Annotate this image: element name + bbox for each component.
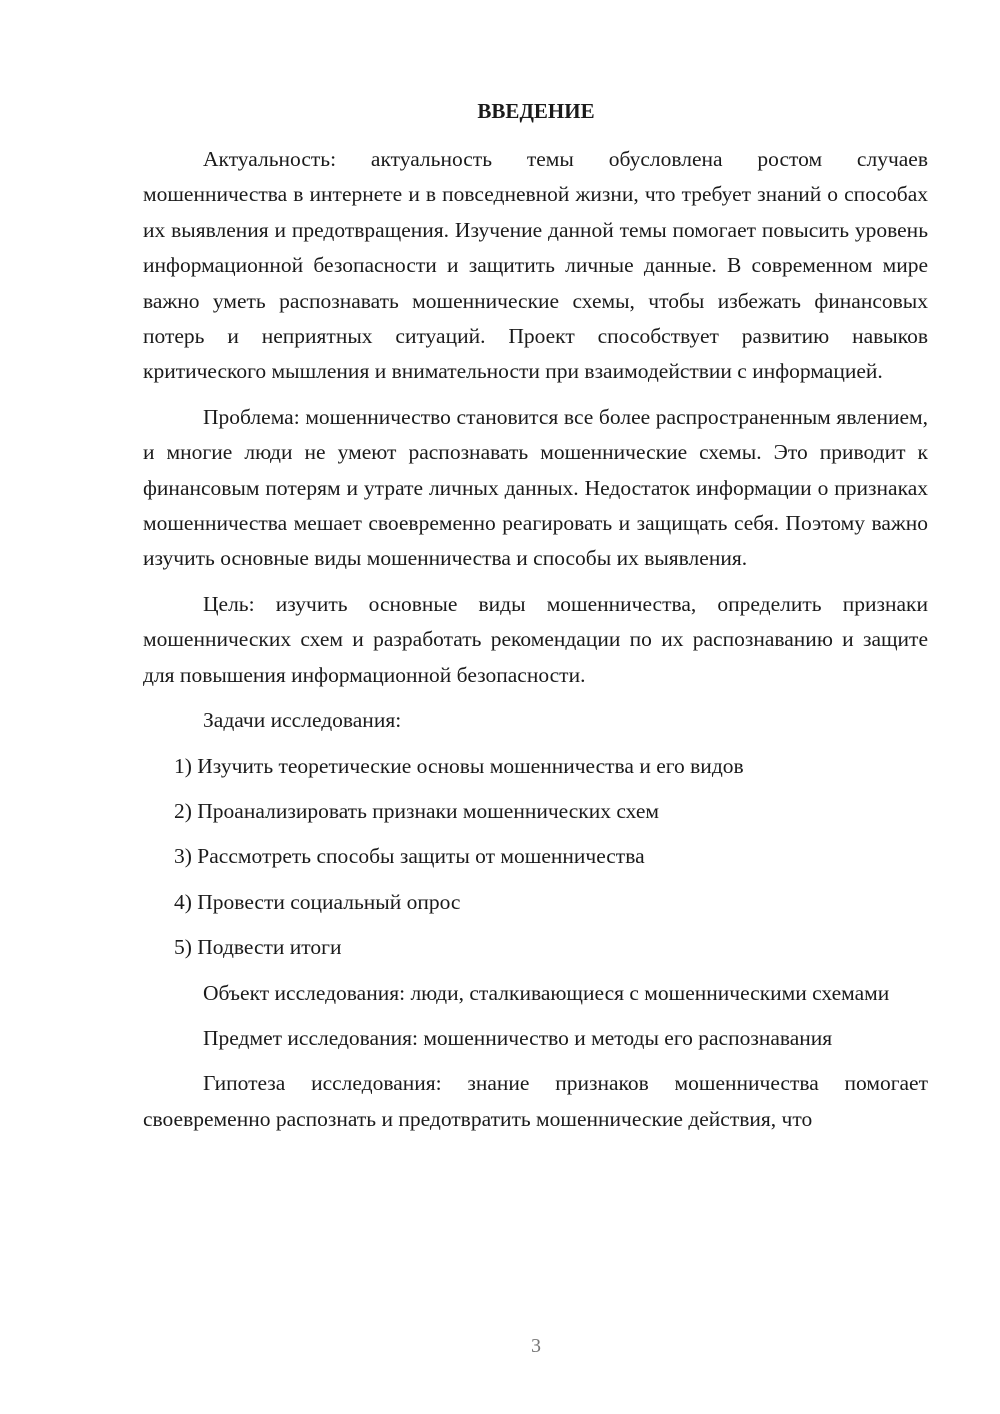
relevance-paragraph: Актуальность: актуальность темы обусловлена ростом случаев мошенничества в интернете и в повседневной жизни, что требует знаний о способах их выявления и предотвращения. Изучение данной темы помогает повысить уровень информационной безопасности и защитить личные данные. В современном мире важно уметь распознавать мошеннические схемы, чтобы избежать финансовых потерь и неприятных ситуаций. Проект способствует развитию навыков критического мышления и внимательности при взаимодействии с информацией.: [143, 147, 928, 384]
list-item: 3) Рассмотреть способы защиты от мошенничества: [174, 844, 645, 869]
document-body: [143, 142, 928, 1147]
page-title: ВВЕДЕНИЕ: [477, 99, 595, 123]
object-paragraph: Объект исследования: люди, сталкивающиеся с мошенническими схемами: [203, 980, 890, 1005]
subject-paragraph: Предмет исследования: мошенничество и методы его распознавания: [203, 1025, 833, 1050]
tasks-list: [143, 749, 928, 966]
page-number: 3: [531, 1335, 541, 1357]
list-item: 5) Подвести итоги: [174, 935, 342, 960]
list-item: 4) Провести социальный опрос: [174, 889, 461, 914]
goal-paragraph: Цель: изучить основные виды мошенничества, определить признаки мошеннических схем и разработать рекомендации по их распознаванию и защите для повышения информационной безопасности.: [143, 591, 928, 687]
list-item: 1) Изучить теоретические основы мошенничества и его видов: [174, 753, 744, 778]
problem-paragraph: Проблема: мошенничество становится все более распространенным явлением, и многие люди не умеют распознавать мошеннические схемы. Это приводит к финансовым потерям и утрате личных данных. Недостаток информации о признаках мошенничества мешает своевременно реагировать и защищать себя. Поэтому важно изучить основные виды мошенничества и способы их выявления.: [143, 404, 928, 571]
hypothesis-paragraph: Гипотеза исследования: знание признаков мошенничества помогает своевременно распознать и предотвратить мошеннические действия, что: [143, 1071, 928, 1131]
list-item: 2) Проанализировать признаки мошеннических схем: [174, 798, 659, 823]
tasks-heading: Задачи исследования:: [203, 708, 402, 733]
